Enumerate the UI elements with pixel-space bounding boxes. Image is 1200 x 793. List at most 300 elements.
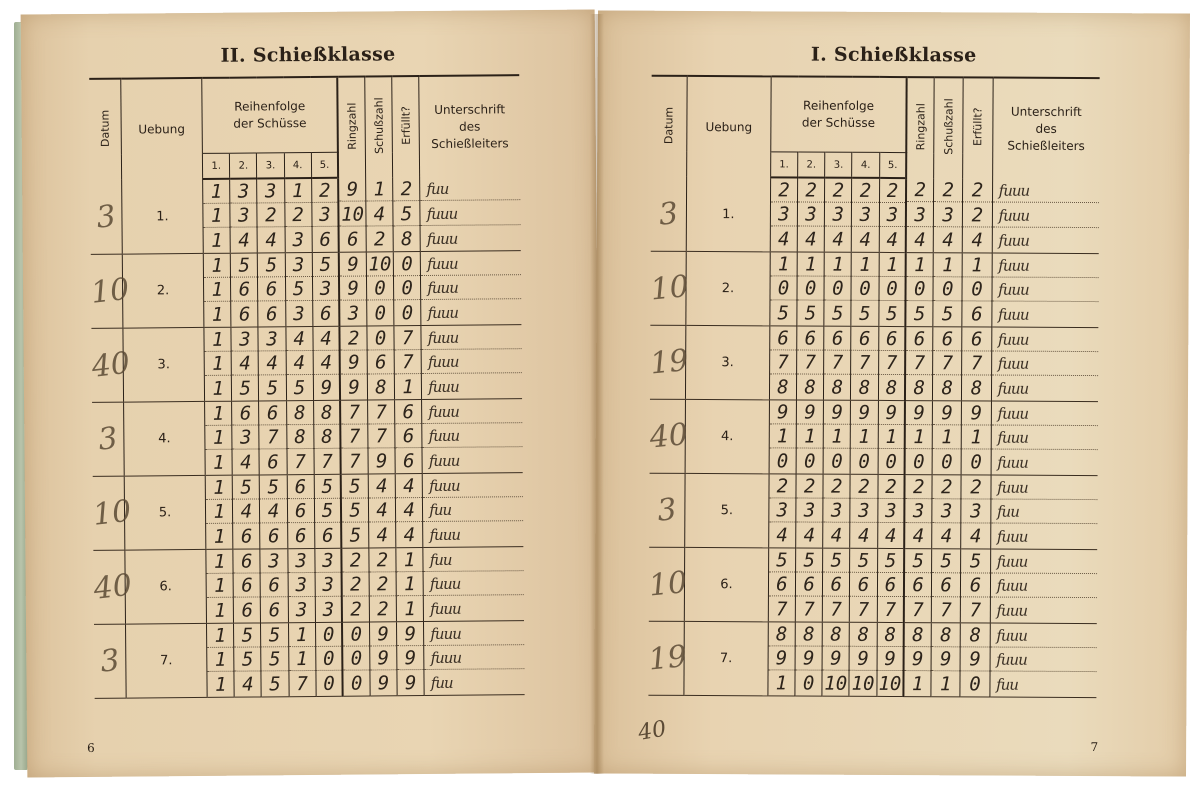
shot-cell-ring <box>905 401 933 475</box>
shot-value: 0 <box>969 673 981 696</box>
shot-value: 5 <box>260 476 286 499</box>
shot-value: 7 <box>797 352 823 375</box>
uebung-cell: 7. <box>684 621 768 695</box>
shot-cell-s2 <box>795 622 823 696</box>
shot-value: 3 <box>230 180 256 203</box>
shot-cell-s1 <box>205 475 233 549</box>
signature: fuuu <box>992 353 1098 377</box>
shot-value: 3 <box>288 550 314 573</box>
signature: fuuu <box>997 379 1029 398</box>
signature: fuu <box>420 177 520 201</box>
shot-value: 9 <box>797 401 823 424</box>
shot-value: 0 <box>858 450 870 474</box>
shot-cell-s2 <box>233 475 261 549</box>
shot-cell-ring <box>904 549 932 623</box>
shot-cell-schuss <box>366 177 394 252</box>
shot-value: 6 <box>823 574 849 597</box>
shot-cell-s2 <box>797 178 825 253</box>
shot-value: 0 <box>802 672 815 695</box>
shot-cell-s4 <box>850 400 878 474</box>
shot-cell-s1 <box>769 326 797 400</box>
shot-value: 8 <box>375 376 387 399</box>
shot-value: 4 <box>805 228 817 251</box>
shot-cell-s2 <box>796 400 824 474</box>
header-datum: Datum <box>89 79 121 180</box>
signature: fuuu <box>992 254 1098 278</box>
shot-value: 8 <box>877 624 903 647</box>
shot-value: 4 <box>232 353 258 376</box>
shot-value: 4 <box>971 229 984 252</box>
shot-value: 8 <box>831 376 844 399</box>
header-schusszahl: Schußzahl <box>934 77 964 178</box>
shot-value: 0 <box>941 451 953 474</box>
datum-cell: 19 <box>648 621 684 695</box>
shot-value: 1 <box>770 253 796 276</box>
shot-value: 5 <box>266 377 279 400</box>
shot-value: 4 <box>857 524 870 548</box>
shot-value: 3 <box>851 500 877 523</box>
shot-value: 0 <box>344 648 370 671</box>
shot-value: 4 <box>942 229 954 252</box>
shot-value: 8 <box>314 426 340 449</box>
header-unterschrift: Unterschrift des Schießleiters <box>419 75 520 177</box>
shot-value: 1 <box>770 426 796 449</box>
shot-value: 6 <box>933 328 961 351</box>
shot-value: 7 <box>962 353 990 376</box>
shot-cell-s3 <box>258 327 286 401</box>
shot-value: 1 <box>404 598 416 621</box>
shot-value: 1 <box>289 624 315 647</box>
signature: fuuu <box>428 451 460 471</box>
shot-value: 1 <box>207 649 233 672</box>
shot-cell-erf <box>961 475 991 549</box>
shot-value: 8 <box>804 376 816 399</box>
signature: fuuu <box>421 277 521 301</box>
shot-value: 7 <box>368 401 394 424</box>
shot-value: 1 <box>397 574 423 597</box>
signature: fuuu <box>998 305 1029 324</box>
shot-value: 2 <box>285 204 311 227</box>
shot-value: 8 <box>287 426 313 449</box>
left-page <box>21 10 602 778</box>
shot-value: 4 <box>777 228 790 251</box>
table-row <box>650 399 1098 475</box>
shot-cell-erf <box>394 326 422 400</box>
shot-value: 3 <box>878 500 904 523</box>
shot-value: 3 <box>798 204 824 227</box>
shot-value: 6 <box>295 525 307 548</box>
shot-value: 7 <box>395 327 421 350</box>
signature: fuuu <box>424 622 524 646</box>
shot-value: 4 <box>260 501 286 524</box>
shot-value: 1 <box>211 229 223 253</box>
shot-value: 6 <box>395 401 421 424</box>
signature: fuu <box>991 501 1097 525</box>
shot-value: 2 <box>878 476 904 499</box>
shot-value: 9 <box>850 648 876 671</box>
shot-value: 5 <box>258 254 284 277</box>
shot-value: 0 <box>367 278 393 301</box>
shot-value: 5 <box>913 303 926 326</box>
shot-value: 4 <box>238 229 250 252</box>
header-schusszahl: Schußzahl <box>365 76 393 177</box>
shot-value: 1 <box>213 525 226 548</box>
shot-cell-s4 <box>849 622 877 696</box>
shot-value: 5 <box>235 649 261 672</box>
shot-cell-ring <box>340 400 368 474</box>
table-row <box>649 547 1097 623</box>
shot-value: 8 <box>941 377 954 400</box>
signature: fuuu <box>424 647 524 671</box>
shot-value: 6 <box>824 327 850 350</box>
shot-value: 2 <box>377 598 389 621</box>
uebung-cell: 6. <box>125 549 207 624</box>
shot-value: 9 <box>906 402 932 425</box>
shot-value: 5 <box>859 302 871 326</box>
shot-value: 1 <box>205 403 231 426</box>
shot-value: 1 <box>203 181 229 204</box>
shot-value: 2 <box>906 476 932 499</box>
shot-value: 1 <box>214 673 227 696</box>
shot-value: 2 <box>963 204 991 227</box>
shot-value: 1 <box>907 254 933 277</box>
shot-value: 6 <box>234 575 260 598</box>
shot-value: 8 <box>777 376 789 399</box>
shot-value: 1 <box>211 303 224 327</box>
shot-cell-ring <box>342 548 370 622</box>
shot-value: 9 <box>397 648 423 671</box>
shot-value: 7 <box>395 352 421 375</box>
shot-value: 1 <box>825 253 851 276</box>
shot-value: 3 <box>312 204 338 227</box>
signature: fuuu <box>996 527 1028 546</box>
shot-value: 8 <box>850 624 876 647</box>
shot-cell-s1 <box>204 327 232 401</box>
shot-value: 1 <box>939 673 952 696</box>
uebung-cell: 5. <box>124 475 206 550</box>
shot-cell-erf <box>960 623 990 697</box>
shot-cell-s2 <box>797 252 825 326</box>
shot-value: 1 <box>206 477 232 500</box>
uebung-cell: 1. <box>686 177 770 252</box>
shot-value: 2 <box>343 549 369 572</box>
datum-cell: 3 <box>90 180 122 255</box>
shot-value: 9 <box>397 623 423 646</box>
shot-value: 9 <box>375 450 388 473</box>
signature: fuuu <box>996 601 1028 620</box>
shot-value: 2 <box>369 549 395 572</box>
shot-value: 0 <box>934 279 962 302</box>
signature: fuuu <box>998 231 1030 250</box>
shot-cell-s5 <box>312 252 340 326</box>
shot-value: 3 <box>233 427 259 450</box>
shot-value: 3 <box>769 500 795 523</box>
signature: fuuu <box>991 402 1097 426</box>
shot-value: 7 <box>260 427 286 450</box>
shot-value: 3 <box>259 328 285 351</box>
shot-value: 6 <box>770 327 796 350</box>
shot-value: 2 <box>851 476 877 499</box>
signature-cell <box>991 327 1098 402</box>
shot-cell-erf <box>963 178 993 253</box>
shot-value: 4 <box>776 524 788 547</box>
shot-value: 7 <box>969 599 982 622</box>
shot-cell-s1 <box>203 253 231 327</box>
uebung-cell: 4. <box>685 399 769 473</box>
signature: fuuu <box>993 205 1099 229</box>
shot-cell-s2 <box>234 623 262 697</box>
uebung-cell: 2. <box>686 251 770 325</box>
shot-cell-s1 <box>768 622 796 696</box>
shot-value: 1 <box>204 255 230 278</box>
shot-cell-s3 <box>824 326 852 400</box>
shot-cell-s3 <box>824 252 852 326</box>
uebung-cell: 4. <box>123 401 205 476</box>
shot-value: 1 <box>878 426 904 449</box>
signature: fuuu <box>997 453 1028 472</box>
shot-cell-ring <box>906 253 934 327</box>
shot-cell-erf <box>395 474 423 548</box>
signature: fuuu <box>423 425 523 449</box>
shot-value: 8 <box>400 228 413 251</box>
shot-value: 4 <box>803 524 816 547</box>
shot-value: 6 <box>769 574 795 597</box>
shot-value: 1 <box>911 673 924 696</box>
uebung-cell: 5. <box>685 473 769 547</box>
signature: fuuu <box>991 427 1097 451</box>
shot-cell-s5 <box>878 252 906 326</box>
shot-cell-schuss <box>366 252 394 326</box>
shot-value: 8 <box>796 623 822 646</box>
shot-value: 10 <box>341 203 365 226</box>
signature: fuu <box>996 675 1019 694</box>
shot-cell-s3 <box>261 623 289 697</box>
shot-value: 4 <box>832 228 844 251</box>
shot-cell-s2 <box>796 474 824 548</box>
shot-value: 5 <box>886 303 898 326</box>
shot-cell-erf <box>393 252 421 326</box>
shot-value: 8 <box>913 377 926 400</box>
shot-value: 9 <box>768 648 794 671</box>
table-row <box>91 325 522 403</box>
shot-cell-ring <box>341 474 369 548</box>
shot-value: 9 <box>370 623 396 646</box>
shot-value: 4 <box>940 525 953 548</box>
signature-cell <box>423 547 524 622</box>
shot-value: 10 <box>851 672 875 696</box>
shot-value: 1 <box>207 551 233 574</box>
shot-value: 5 <box>961 550 989 573</box>
shot-value: 2 <box>798 179 824 202</box>
shot-value: 1 <box>851 426 877 449</box>
shot-value: 7 <box>940 599 952 622</box>
shot-value: 0 <box>831 450 843 473</box>
shot-value: 6 <box>879 328 905 351</box>
uebung-cell: 6. <box>684 547 768 621</box>
shot-value: 6 <box>852 328 878 351</box>
shot-value: 7 <box>368 426 394 449</box>
uebung-cell: 2. <box>122 253 204 328</box>
shot-value: 6 <box>234 550 260 573</box>
shot-cell-schuss <box>932 475 962 549</box>
signature: fuu <box>423 499 523 523</box>
shot-value: 1 <box>775 672 788 695</box>
shot-value: 8 <box>287 402 313 425</box>
shot-value: 5 <box>239 377 252 400</box>
shot-cell-erf <box>395 400 423 474</box>
shot-value: 7 <box>852 352 878 375</box>
shot-cell-s5 <box>314 474 342 548</box>
signature: fuuu <box>428 377 459 397</box>
datum-cell: 3 <box>649 473 685 547</box>
shot-value: 2 <box>373 228 386 251</box>
shot-value: 0 <box>401 302 414 325</box>
datum-cell: 40 <box>650 399 686 473</box>
page-number: 6 <box>87 740 95 755</box>
shot-cell-s4 <box>852 178 880 253</box>
signature-cell <box>990 623 1097 698</box>
shot-cell-schuss <box>368 400 396 474</box>
shot-value: 2 <box>343 574 369 597</box>
shot-value: 2 <box>312 180 338 203</box>
shot-cell-s5 <box>878 326 906 400</box>
shot-cell-s4 <box>287 548 315 622</box>
shot-value: 7 <box>830 598 842 621</box>
uebung-cell: 7. <box>125 623 207 698</box>
signature: fuuu <box>423 474 523 498</box>
shot-value: 4 <box>240 451 252 474</box>
signature: fuuu <box>990 624 1096 648</box>
shot-value: 5 <box>796 549 822 572</box>
uebung-cell: 3. <box>123 327 205 402</box>
shot-value: 3 <box>824 500 850 523</box>
shot-value: 7 <box>857 598 870 622</box>
shot-value: 9 <box>320 376 333 400</box>
shot-value: 1 <box>205 329 231 352</box>
shot-value: 4 <box>369 475 395 498</box>
shot-value: 0 <box>394 253 420 276</box>
shot-value: 6 <box>238 303 251 326</box>
shot-value: 3 <box>313 278 339 301</box>
shot-cell-schuss <box>369 548 397 622</box>
table-row <box>93 473 524 551</box>
shot-value: 1 <box>879 254 905 277</box>
signature-cell <box>990 475 1097 550</box>
shot-value: 6 <box>368 352 394 375</box>
shot-value: 2 <box>824 475 850 498</box>
shot-value: 0 <box>797 278 823 301</box>
shot-cell-ring <box>342 622 370 696</box>
signature: fuuu <box>991 476 1097 500</box>
shot-value: 0 <box>316 624 342 647</box>
shot-value: 9 <box>339 179 365 202</box>
shot-value: 5 <box>850 550 876 573</box>
shot-cell-s1 <box>770 177 798 252</box>
shot-value: 5 <box>823 549 849 572</box>
shot-value: 4 <box>265 229 277 252</box>
shot-cell-s5 <box>315 622 343 696</box>
header-uebung: Uebung <box>687 76 771 177</box>
shot-value: 0 <box>367 327 393 350</box>
shot-value: 6 <box>321 524 334 548</box>
table-row <box>91 251 522 329</box>
shot-value: 9 <box>933 402 961 425</box>
shot-value: 6 <box>907 328 933 351</box>
shot-value: 1 <box>962 427 990 450</box>
signature: fuuu <box>422 351 522 375</box>
shot-cell-s4 <box>851 326 879 400</box>
shot-value: 5 <box>905 550 931 573</box>
shot-value: 3 <box>293 303 305 326</box>
shot-value: 8 <box>970 377 983 400</box>
page-title: I. Schießklasse <box>810 43 977 67</box>
shot-value: 6 <box>319 228 331 252</box>
shot-cell-s2 <box>230 178 258 253</box>
header-erfuellt: Erfüllt? <box>963 77 993 178</box>
shot-value: 9 <box>341 352 367 375</box>
shot-value: 4 <box>969 525 982 548</box>
shot-value: 8 <box>823 623 849 646</box>
shot-value: 6 <box>971 303 983 326</box>
header-shot-3: 3. <box>825 152 852 178</box>
shot-value: 4 <box>396 475 422 498</box>
datum-cell: 40 <box>93 550 125 624</box>
shot-value: 1 <box>214 599 226 622</box>
shot-cell-s2 <box>231 253 259 327</box>
shot-value: 7 <box>294 451 307 474</box>
shot-value: 4 <box>914 229 926 252</box>
shot-cell-s5 <box>877 474 905 548</box>
shot-value: 4 <box>286 352 312 375</box>
shot-value: 9 <box>905 649 931 672</box>
shot-value: 4 <box>233 501 259 524</box>
signature-cell <box>422 399 523 474</box>
shot-value: 9 <box>932 649 960 672</box>
shot-value: 3 <box>258 180 284 203</box>
shot-value: 2 <box>852 180 878 203</box>
shot-value: 2 <box>932 476 960 499</box>
shot-value: 7 <box>879 352 905 375</box>
shot-value: 2 <box>370 574 396 597</box>
shot-value: 0 <box>963 279 991 302</box>
shot-value: 8 <box>858 376 871 400</box>
shot-value: 0 <box>770 278 796 301</box>
shot-cell-s1 <box>770 252 798 326</box>
header-shot-1: 1. <box>770 152 797 178</box>
shot-value: 7 <box>321 450 333 474</box>
shot-cell-ring <box>338 178 366 253</box>
score-table <box>89 74 524 699</box>
signature-cell <box>991 253 1098 328</box>
header-shot-2: 2. <box>230 153 257 179</box>
shot-value: 5 <box>262 649 288 672</box>
shot-cell-s5 <box>877 622 905 696</box>
shot-value: 5 <box>261 624 287 647</box>
shot-value: 5 <box>831 302 844 325</box>
shot-value: 7 <box>770 352 796 375</box>
page-number: 7 <box>1090 740 1099 755</box>
shot-cell-ring <box>905 327 933 401</box>
shot-value: 2 <box>350 598 362 621</box>
shot-value: 7 <box>342 426 368 449</box>
shot-value: 0 <box>323 672 335 696</box>
shot-value: 3 <box>261 550 287 573</box>
shot-value: 2 <box>880 180 906 203</box>
shot-value: 10 <box>824 672 848 695</box>
shot-cell-s2 <box>232 401 260 475</box>
shot-value: 5 <box>769 549 795 572</box>
shot-value: 0 <box>350 672 363 695</box>
